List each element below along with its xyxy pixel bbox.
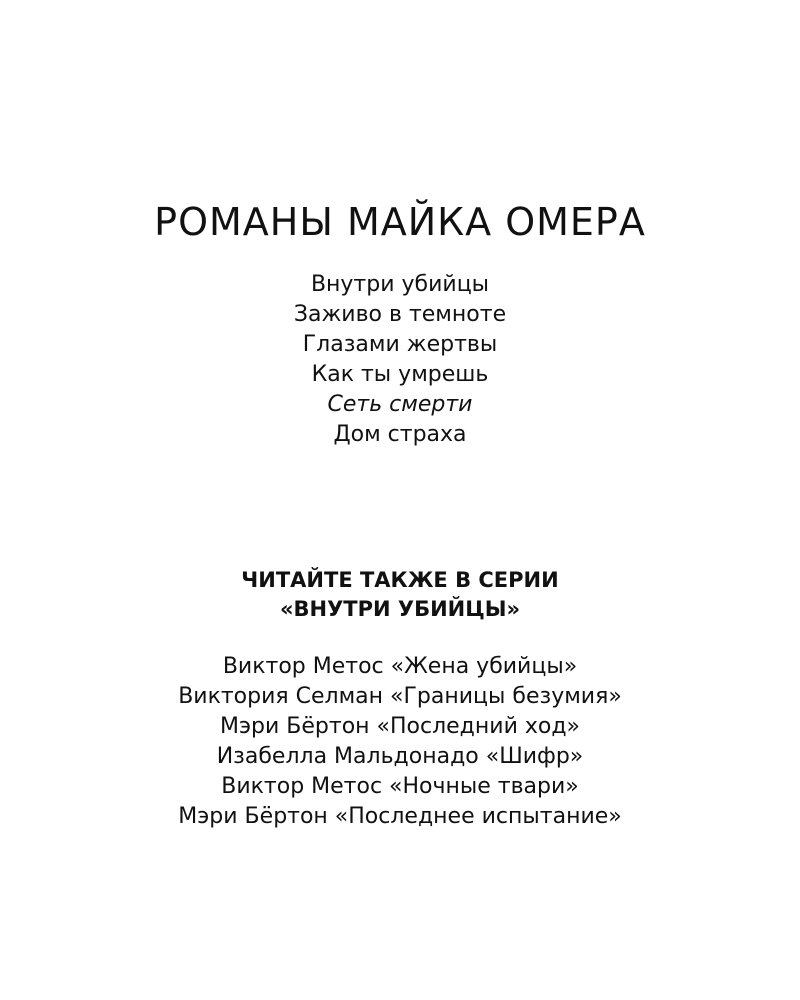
novel-item: Заживо в темноте <box>293 302 507 327</box>
series-heading-line: «ВНУТРИ УБИЙЦЫ» <box>279 597 521 621</box>
novel-item: Как ты умрешь <box>311 362 489 387</box>
series-books-list <box>0 652 800 832</box>
series-book-item: Изабелла Мальдонадо «Шифр» <box>216 744 584 769</box>
novel-item: Дом страха <box>333 422 467 447</box>
series-book-item: Мэри Бёртон «Последний ход» <box>219 714 581 739</box>
novel-item: Глазами жертвы <box>302 332 498 357</box>
novel-item: Сеть смерти <box>327 392 473 417</box>
novels-list <box>0 270 800 450</box>
series-book-item: Мэри Бёртон «Последнее испытание» <box>178 804 622 829</box>
series-book-item: Виктория Селман «Границы безумия» <box>178 684 622 709</box>
series-heading-line: ЧИТАЙТЕ ТАКЖЕ В СЕРИИ <box>241 568 559 592</box>
series-book-item: Виктор Метос «Ночные твари» <box>221 774 579 799</box>
series-book-item: Виктор Метос «Жена убийцы» <box>222 654 578 679</box>
series-heading <box>0 566 800 624</box>
novel-item: Внутри убийцы <box>310 272 490 297</box>
page-title: РОМАНЫ МАЙКА ОМЕРА <box>154 200 646 244</box>
